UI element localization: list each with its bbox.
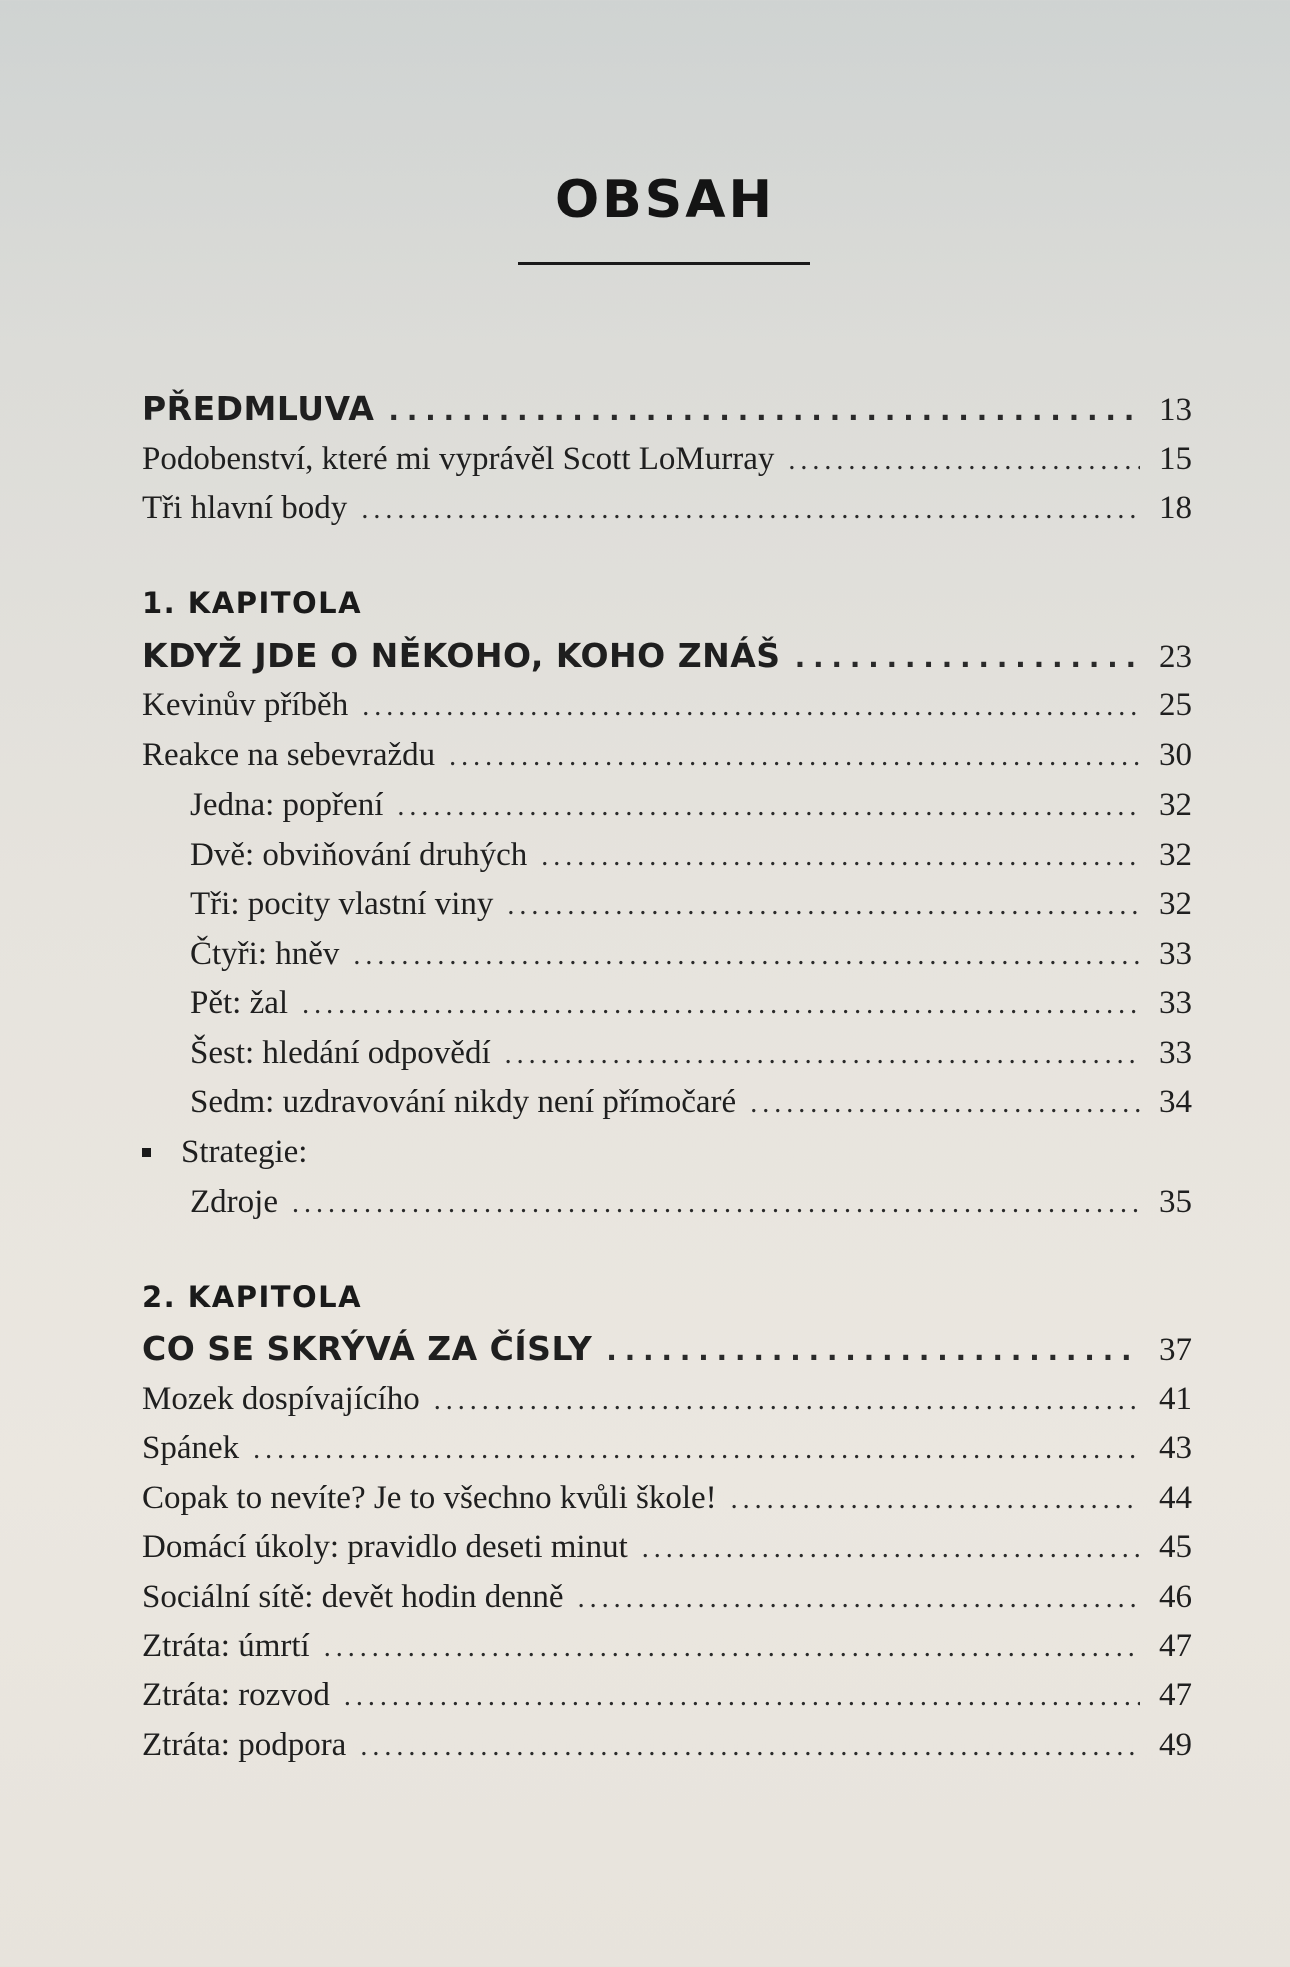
- dot-leader: [361, 487, 1140, 533]
- toc-entry-label: Sociální sítě: devět hodin denně: [142, 1579, 564, 1615]
- page-number: 32: [1159, 837, 1192, 873]
- toc-entry[interactable]: [142, 1623, 1192, 1669]
- toc-entry-label: Ztráta: rozvod: [142, 1677, 330, 1713]
- toc-entry-label: Pět: žal: [190, 985, 289, 1021]
- toc-subentry[interactable]: [190, 881, 1192, 927]
- page-number: 33: [1159, 1035, 1192, 1071]
- bullet-icon: [142, 1148, 151, 1157]
- toc-entry-label: Sedm: uzdravování nikdy není přímočaré: [190, 1084, 737, 1120]
- page-number: 46: [1159, 1579, 1192, 1615]
- dot-leader: [507, 883, 1140, 929]
- toc-entry-label: Čtyři: hněv: [190, 936, 340, 972]
- toc-subentry[interactable]: [190, 832, 1192, 878]
- dot-leader: [292, 1181, 1140, 1227]
- dot-leader: [750, 1081, 1140, 1127]
- page-number: 15: [1159, 441, 1192, 477]
- toc-entry[interactable]: [142, 732, 1192, 778]
- title-divider: [518, 262, 810, 265]
- toc-entry[interactable]: [142, 1722, 1192, 1768]
- toc-heading-chapter-2[interactable]: [142, 1326, 1192, 1372]
- chapter-number: 1. KAPITOLA: [142, 586, 363, 620]
- toc-subentry[interactable]: [190, 931, 1192, 977]
- toc-entry-label: Tři: pocity vlastní viny: [190, 886, 494, 922]
- dot-leader: [253, 1427, 1140, 1473]
- dot-leader: [642, 1526, 1140, 1572]
- toc-heading-label: CO SE SKRÝVÁ ZA ČÍSLY: [142, 1329, 593, 1368]
- toc-entry-label: Domácí úkoly: pravidlo deseti minut: [142, 1529, 628, 1565]
- dot-leader: [795, 635, 1140, 681]
- dot-leader: [606, 1328, 1140, 1374]
- page-number: 18: [1159, 490, 1192, 526]
- page-number: 41: [1159, 1381, 1192, 1417]
- page-number: 33: [1159, 936, 1192, 972]
- toc-entry[interactable]: [142, 1475, 1192, 1521]
- page-number: 44: [1159, 1480, 1192, 1516]
- toc-entry-label: Copak to nevíte? Je to všechno kvůli škole!: [142, 1480, 717, 1516]
- toc-heading-label: KDYŽ JDE O NĚKOHO, KOHO ZNÁŠ: [142, 636, 781, 675]
- toc-entry-label: Podobenství, které mi vyprávěl Scott LoMurray: [142, 441, 775, 477]
- page-number: 25: [1159, 687, 1192, 723]
- page-number: 37: [1159, 1332, 1192, 1368]
- toc-entry-label: Šest: hledání odpovědí: [190, 1035, 491, 1071]
- toc-entry[interactable]: [142, 682, 1192, 728]
- dot-leader: [324, 1625, 1140, 1671]
- page-number: 30: [1159, 737, 1192, 773]
- dot-leader: [541, 834, 1140, 880]
- toc-entry-label: Jedna: popření: [190, 787, 384, 823]
- dot-leader: [388, 388, 1140, 434]
- page-number: 35: [1159, 1184, 1192, 1220]
- toc-entry[interactable]: [142, 436, 1192, 482]
- toc-entry-label: Spánek: [142, 1430, 240, 1466]
- page-number: 45: [1159, 1529, 1192, 1565]
- toc-entry-label: Tři hlavní body: [142, 490, 348, 526]
- page-number: 47: [1159, 1677, 1192, 1713]
- dot-leader: [731, 1477, 1140, 1523]
- toc-entry[interactable]: [142, 1376, 1192, 1422]
- toc-entry[interactable]: [142, 1672, 1192, 1718]
- dot-leader: [302, 982, 1140, 1028]
- toc-entry-label: Ztráta: podpora: [142, 1727, 347, 1763]
- page-number: 47: [1159, 1628, 1192, 1664]
- toc-heading-preface[interactable]: [142, 386, 1192, 432]
- toc-subentry[interactable]: [190, 980, 1192, 1026]
- dot-leader: [434, 1378, 1140, 1424]
- page-number: 33: [1159, 985, 1192, 1021]
- toc-subentry[interactable]: [190, 1179, 1192, 1225]
- chapter-number: 2. KAPITOLA: [142, 1280, 363, 1314]
- toc-entry-label: Mozek dospívajícího: [142, 1381, 420, 1417]
- toc-entry-label: Zdroje: [190, 1184, 278, 1220]
- dot-leader: [449, 734, 1140, 780]
- toc-entry-label: Reakce na sebevraždu: [142, 737, 436, 773]
- dot-leader: [360, 1724, 1140, 1770]
- dot-leader: [362, 684, 1140, 730]
- toc-entry-label: Dvě: obviňování druhých: [190, 837, 528, 873]
- dot-leader: [788, 438, 1140, 484]
- dot-leader: [344, 1674, 1140, 1720]
- page-number: 49: [1159, 1727, 1192, 1763]
- toc-entry[interactable]: [142, 1425, 1192, 1471]
- dot-leader: [353, 933, 1140, 979]
- dot-leader: [505, 1032, 1140, 1078]
- page-number: 23: [1159, 639, 1192, 675]
- toc-entry[interactable]: [142, 1574, 1192, 1620]
- page-number: 32: [1159, 787, 1192, 823]
- toc-subentry[interactable]: [190, 782, 1192, 828]
- toc-heading-label: PŘEDMLUVA: [142, 389, 375, 428]
- toc-entry-label: Kevinův příběh: [142, 687, 349, 723]
- page-number: 13: [1159, 392, 1192, 428]
- page-number: 32: [1159, 886, 1192, 922]
- toc-strategy-entry[interactable]: [142, 1129, 307, 1175]
- toc-entry[interactable]: [142, 485, 1192, 531]
- dot-leader: [397, 784, 1140, 830]
- page-number: 43: [1159, 1430, 1192, 1466]
- toc-subentry[interactable]: [190, 1079, 1192, 1125]
- toc-entry[interactable]: [142, 1524, 1192, 1570]
- page-title: OBSAH: [554, 170, 776, 230]
- toc-entry-label: Ztráta: úmrtí: [142, 1628, 310, 1664]
- page-number: 34: [1159, 1084, 1192, 1120]
- toc-heading-chapter-1[interactable]: [142, 633, 1192, 679]
- toc-subentry[interactable]: [190, 1030, 1192, 1076]
- toc-entry-label: Strategie:: [181, 1134, 308, 1170]
- dot-leader: [578, 1576, 1140, 1622]
